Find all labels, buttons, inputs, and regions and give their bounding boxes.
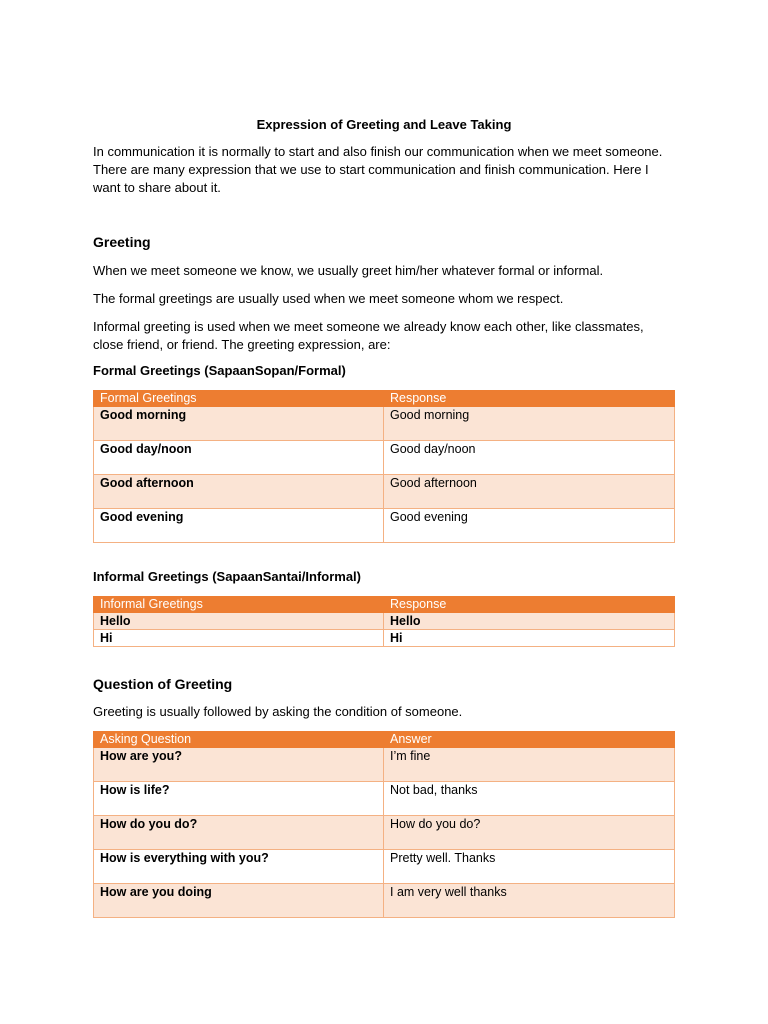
column-header: Answer — [384, 732, 675, 748]
table-cell: Hi — [384, 630, 675, 647]
table-row — [94, 884, 675, 918]
greeting-paragraph-3: Informal greeting is used when we meet someone we already know each other, like classmates, close friend, or friend. The greeting expression, are: — [93, 319, 644, 352]
question-paragraph: Greeting is usually followed by asking the condition of someone. — [93, 704, 463, 719]
table-cell: How is everything with you? — [94, 850, 384, 884]
table-cell: Hello — [384, 613, 675, 630]
intro-paragraph: In communication it is normally to start and also finish our communication when we meet someone. There are many expression that we use to start communication and finish communication. Here I want to share about it. — [93, 144, 663, 195]
table-cell: How are you? — [94, 748, 384, 782]
table-row — [94, 475, 675, 509]
document-title: Expression of Greeting and Leave Taking — [256, 117, 512, 132]
table-cell: Good evening — [94, 509, 384, 543]
formal-greetings-table — [93, 390, 675, 543]
table-header-row — [94, 732, 675, 748]
table-cell: Good morning — [94, 407, 384, 441]
table-row — [94, 850, 675, 884]
informal-greetings-table — [93, 596, 675, 647]
table-row — [94, 748, 675, 782]
greeting-heading: Greeting — [93, 234, 151, 250]
table-row — [94, 509, 675, 543]
column-header: Asking Question — [94, 732, 384, 748]
table-cell: Good morning — [384, 407, 675, 441]
formal-caption: Formal Greetings (SapaanSopan/Formal) — [93, 363, 346, 378]
table-cell: Pretty well. Thanks — [384, 850, 675, 884]
column-header: Response — [384, 391, 675, 407]
table-cell: How do you do? — [384, 816, 675, 850]
column-header: Response — [384, 597, 675, 613]
question-greetings-table — [93, 731, 675, 918]
table-cell: Hello — [94, 613, 384, 630]
table-header-row — [94, 597, 675, 613]
table-cell: Good afternoon — [94, 475, 384, 509]
table-cell: I am very well thanks — [384, 884, 675, 918]
table-cell: How are you doing — [94, 884, 384, 918]
column-header: Informal Greetings — [94, 597, 384, 613]
greeting-paragraph-2: The formal greetings are usually used when we meet someone whom we respect. — [93, 291, 564, 306]
table-cell: How do you do? — [94, 816, 384, 850]
informal-caption: Informal Greetings (SapaanSantai/Informal) — [93, 569, 361, 584]
table-row — [94, 441, 675, 475]
table-cell: Not bad, thanks — [384, 782, 675, 816]
table-header-row — [94, 391, 675, 407]
table-row — [94, 816, 675, 850]
table-cell: Hi — [94, 630, 384, 647]
table-cell: I’m fine — [384, 748, 675, 782]
table-cell: Good day/noon — [94, 441, 384, 475]
table-cell: Good day/noon — [384, 441, 675, 475]
table-row — [94, 613, 675, 630]
table-row — [94, 630, 675, 647]
greeting-paragraph-1: When we meet someone we know, we usually greet him/her whatever formal or informal. — [93, 263, 604, 278]
table-cell: Good evening — [384, 509, 675, 543]
table-cell: How is life? — [94, 782, 384, 816]
question-heading: Question of Greeting — [93, 676, 233, 692]
table-row — [94, 782, 675, 816]
column-header: Formal Greetings — [94, 391, 384, 407]
table-cell: Good afternoon — [384, 475, 675, 509]
table-row — [94, 407, 675, 441]
